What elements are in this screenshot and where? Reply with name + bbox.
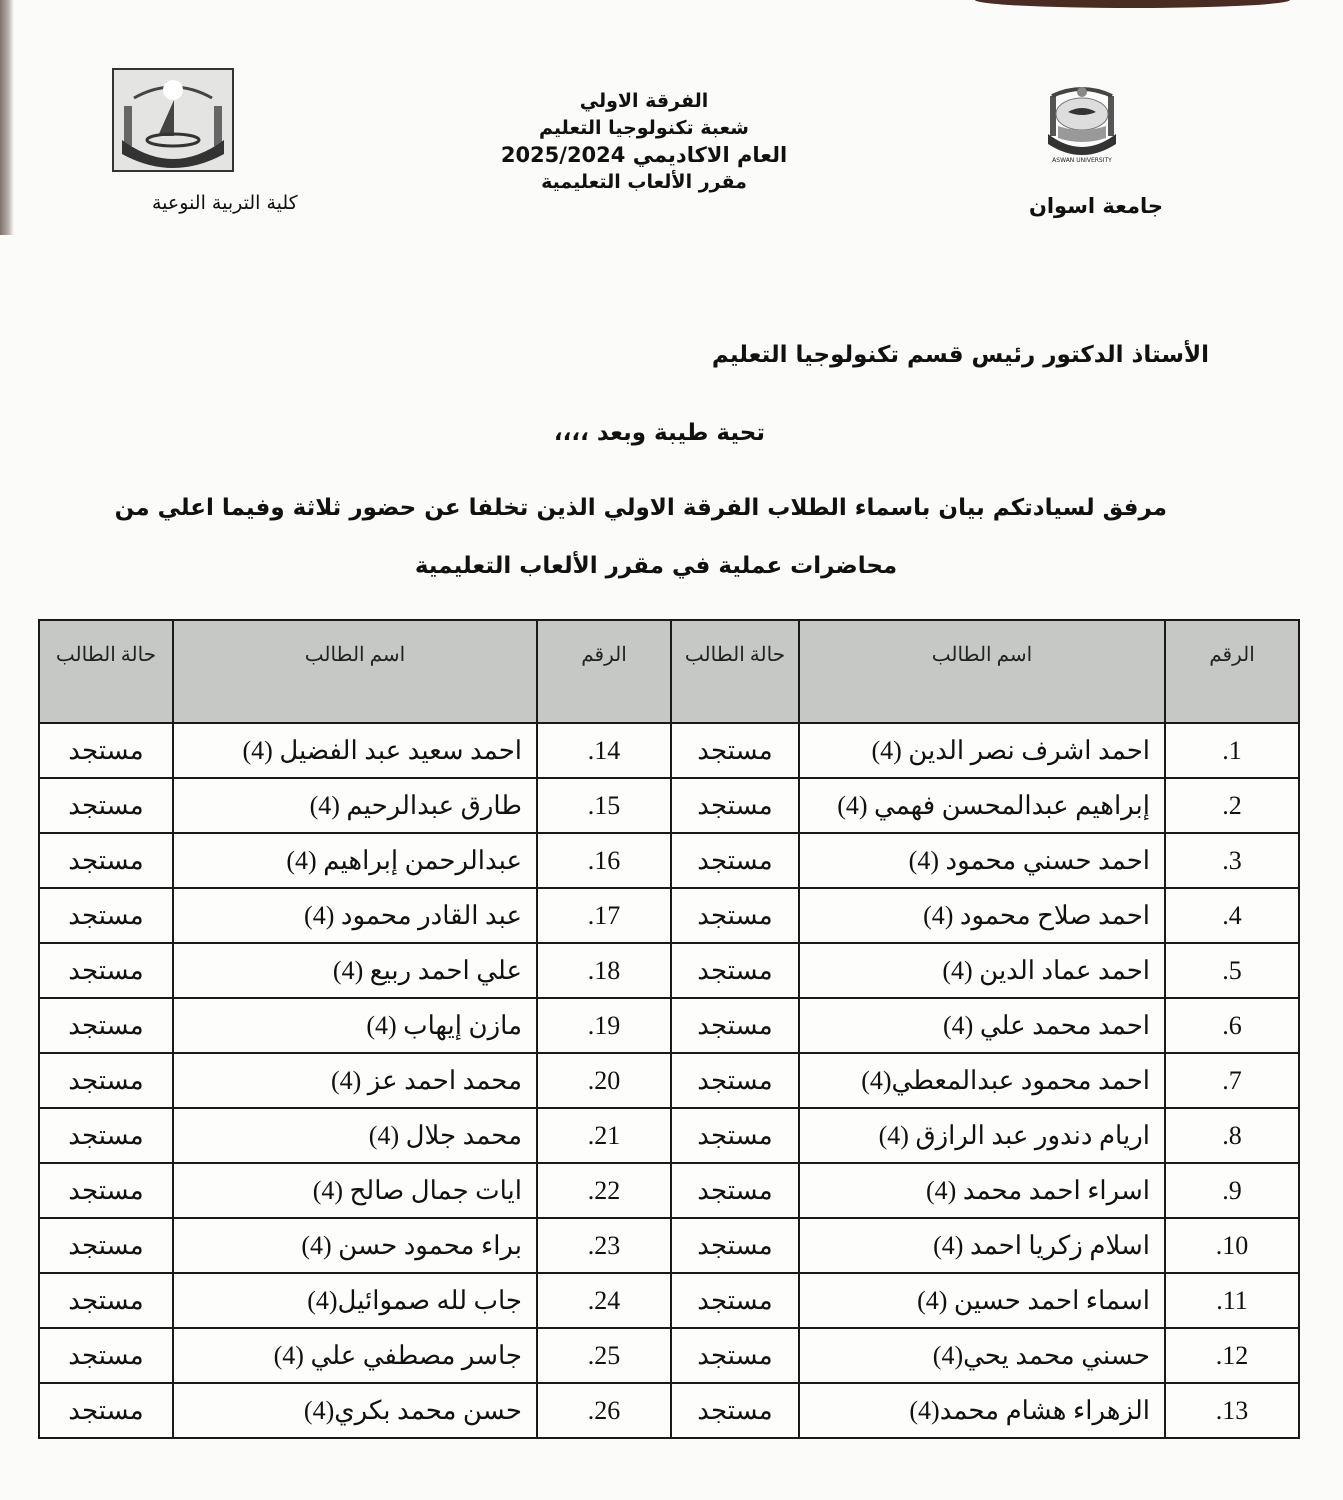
- student-name-cell: ايات جمال صالح (4): [173, 1163, 537, 1218]
- table-row: [39, 1273, 1299, 1328]
- student-num-cell: 3.: [1165, 833, 1299, 888]
- table-row: [39, 1053, 1299, 1108]
- student-status-cell: مستجد: [39, 1273, 173, 1328]
- letter-addressee: الأستاذ الدكتور رئيس قسم تكنولوجيا التعليم: [711, 342, 1209, 368]
- student-name-cell: احمد اشرف نصر الدين (4): [799, 723, 1165, 778]
- student-num-cell: 15.: [537, 778, 671, 833]
- college-name: كلية التربية النوعية: [152, 192, 298, 214]
- letter-body-line2: محاضرات عملية في مقرر الألعاب التعليمية: [414, 553, 898, 579]
- letter-greeting: تحية طيبة وبعد ،،،،: [553, 420, 765, 446]
- student-name-cell: جاب لله صموائيل(4): [173, 1273, 537, 1328]
- roster-body: [39, 723, 1299, 1438]
- table-header-row: [39, 620, 1299, 723]
- university-name: جامعة اسوان: [1028, 194, 1163, 218]
- student-num-cell: 26.: [537, 1383, 671, 1438]
- table-row: [39, 1218, 1299, 1273]
- student-status-cell: مستجد: [39, 1053, 173, 1108]
- header-number-right: الرقم: [1165, 620, 1299, 723]
- table-row: [39, 1383, 1299, 1438]
- table-row: [39, 778, 1299, 833]
- student-num-cell: 9.: [1165, 1163, 1299, 1218]
- student-num-cell: 6.: [1165, 998, 1299, 1053]
- student-roster-table: [38, 619, 1300, 1439]
- student-num-cell: 24.: [537, 1273, 671, 1328]
- header-division: شعبة تكنولوجيا التعليم: [539, 117, 749, 139]
- table-row: [39, 1328, 1299, 1383]
- student-num-cell: 19.: [537, 998, 671, 1053]
- student-name-cell: اسماء احمد حسين (4): [799, 1273, 1165, 1328]
- student-status-cell: مستجد: [39, 888, 173, 943]
- student-name-cell: احمد حسني محمود (4): [799, 833, 1165, 888]
- student-name-cell: جاسر مصطفي علي (4): [173, 1328, 537, 1383]
- student-status-cell: مستجد: [39, 1108, 173, 1163]
- student-status-cell: مستجد: [39, 943, 173, 998]
- student-num-cell: 18.: [537, 943, 671, 998]
- student-status-cell: مستجد: [671, 1218, 799, 1273]
- student-status-cell: مستجد: [39, 1383, 173, 1438]
- student-status-cell: مستجد: [671, 998, 799, 1053]
- header-name-left: اسم الطالب: [173, 620, 537, 723]
- student-status-cell: مستجد: [671, 833, 799, 888]
- student-status-cell: مستجد: [39, 778, 173, 833]
- student-status-cell: مستجد: [39, 998, 173, 1053]
- student-num-cell: 13.: [1165, 1383, 1299, 1438]
- student-status-cell: مستجد: [671, 1108, 799, 1163]
- student-status-cell: مستجد: [39, 1163, 173, 1218]
- student-num-cell: 11.: [1165, 1273, 1299, 1328]
- header-level: الفرقة الاولي: [579, 90, 709, 112]
- student-status-cell: مستجد: [671, 723, 799, 778]
- student-num-cell: 12.: [1165, 1328, 1299, 1383]
- header-academic-year: العام الاكاديمي 2025/2024: [500, 143, 788, 167]
- letter-body-line1: مرفق لسيادتكم بيان باسماء الطلاب الفرقة الاولي الذين تخلفا عن حضور ثلاثة وفيما اعلي من: [114, 495, 1167, 521]
- student-name-cell: حسني محمد يحي(4): [799, 1328, 1165, 1383]
- student-num-cell: 14.: [537, 723, 671, 778]
- student-name-cell: احمد صلاح محمود (4): [799, 888, 1165, 943]
- student-num-cell: 7.: [1165, 1053, 1299, 1108]
- student-num-cell: 23.: [537, 1218, 671, 1273]
- student-name-cell: الزهراء هشام محمد(4): [799, 1383, 1165, 1438]
- header-number-left: الرقم: [537, 620, 671, 723]
- student-num-cell: 10.: [1165, 1218, 1299, 1273]
- student-num-cell: 8.: [1165, 1108, 1299, 1163]
- student-status-cell: مستجد: [39, 833, 173, 888]
- student-status-cell: مستجد: [671, 1163, 799, 1218]
- student-num-cell: 2.: [1165, 778, 1299, 833]
- student-status-cell: مستجد: [671, 888, 799, 943]
- student-name-cell: عبد القادر محمود (4): [173, 888, 537, 943]
- student-name-cell: طارق عبدالرحيم (4): [173, 778, 537, 833]
- student-num-cell: 25.: [537, 1328, 671, 1383]
- student-name-cell: احمد سعيد عبد الفضيل (4): [173, 723, 537, 778]
- table-row: [39, 1108, 1299, 1163]
- student-status-cell: مستجد: [39, 723, 173, 778]
- student-name-cell: اسلام زكريا احمد (4): [799, 1218, 1165, 1273]
- table-row: [39, 998, 1299, 1053]
- student-status-cell: مستجد: [39, 1328, 173, 1383]
- student-num-cell: 22.: [537, 1163, 671, 1218]
- svg-text:ASWAN UNIVERSITY: ASWAN UNIVERSITY: [1052, 157, 1112, 164]
- student-status-cell: مستجد: [671, 1273, 799, 1328]
- student-status-cell: مستجد: [671, 1053, 799, 1108]
- table-row: [39, 833, 1299, 888]
- header-status-left: حالة الطالب: [39, 620, 173, 723]
- header-name-right: اسم الطالب: [799, 620, 1165, 723]
- student-name-cell: علي احمد ربيع (4): [173, 943, 537, 998]
- table-row: [39, 943, 1299, 998]
- student-status-cell: مستجد: [671, 1383, 799, 1438]
- student-num-cell: 21.: [537, 1108, 671, 1163]
- student-name-cell: عبدالرحمن إبراهيم (4): [173, 833, 537, 888]
- student-name-cell: اريام دندور عبد الرازق (4): [799, 1108, 1165, 1163]
- student-name-cell: مازن إيهاب (4): [173, 998, 537, 1053]
- student-status-cell: مستجد: [671, 1328, 799, 1383]
- student-name-cell: حسن محمد بكري(4): [173, 1383, 537, 1438]
- photo-edge-top: [975, 0, 1290, 8]
- student-name-cell: اسراء احمد محمد (4): [799, 1163, 1165, 1218]
- student-status-cell: مستجد: [39, 1218, 173, 1273]
- student-status-cell: مستجد: [671, 943, 799, 998]
- header-status-right: حالة الطالب: [671, 620, 799, 723]
- student-status-cell: مستجد: [671, 778, 799, 833]
- student-num-cell: 4.: [1165, 888, 1299, 943]
- document-header-center: [0, 88, 1288, 196]
- header-course: مقرر الألعاب التعليمية: [541, 171, 747, 193]
- student-name-cell: محمد جلال (4): [173, 1108, 537, 1163]
- student-name-cell: احمد محمد علي (4): [799, 998, 1165, 1053]
- student-name-cell: محمد احمد عز (4): [173, 1053, 537, 1108]
- student-name-cell: احمد عماد الدين (4): [799, 943, 1165, 998]
- student-num-cell: 5.: [1165, 943, 1299, 998]
- table-row: [39, 1163, 1299, 1218]
- table-row: [39, 888, 1299, 943]
- student-num-cell: 16.: [537, 833, 671, 888]
- student-name-cell: إبراهيم عبدالمحسن فهمي (4): [799, 778, 1165, 833]
- student-name-cell: احمد محمود عبدالمعطي(4): [799, 1053, 1165, 1108]
- student-name-cell: براء محمود حسن (4): [173, 1218, 537, 1273]
- student-num-cell: 17.: [537, 888, 671, 943]
- table-row: [39, 723, 1299, 778]
- student-num-cell: 20.: [537, 1053, 671, 1108]
- student-num-cell: 1.: [1165, 723, 1299, 778]
